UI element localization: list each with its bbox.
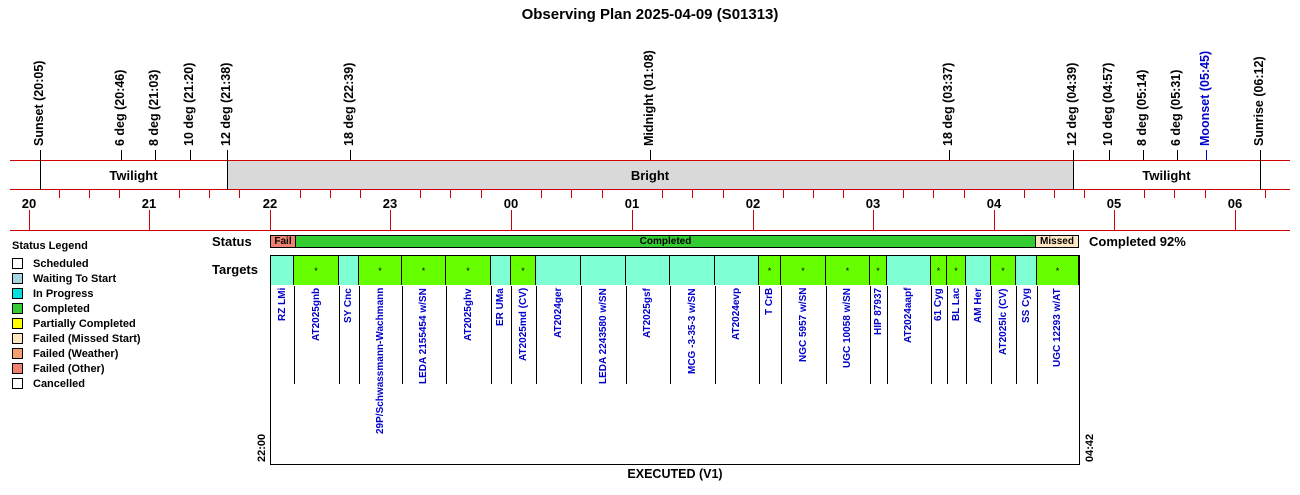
target-divider [581, 286, 582, 384]
targets-panel [270, 255, 1080, 465]
event-18deg-morning: 18 deg (03:37) [941, 62, 955, 146]
hour-label: 21 [141, 196, 157, 211]
completed-mark: * [936, 265, 941, 276]
target-cell[interactable] [626, 256, 670, 285]
target-divider [887, 286, 888, 384]
swatch [12, 363, 23, 374]
event-18deg-evening: 18 deg (22:39) [342, 62, 356, 146]
legend-label: Waiting To Start [33, 272, 117, 285]
target-cell[interactable] [359, 256, 402, 285]
legend-label: Failed (Missed Start) [33, 332, 141, 345]
hour-label: 01 [624, 196, 640, 211]
event-12deg-evening: 12 deg (21:38) [219, 62, 233, 146]
target-name[interactable]: AT2024aapf [903, 287, 914, 343]
legend-item-missed-start [12, 331, 141, 346]
end-time: 04:42 [1084, 433, 1096, 462]
event-6deg-evening: 6 deg (20:46) [113, 69, 127, 146]
target-cell[interactable] [966, 256, 991, 285]
target-divider [870, 286, 871, 384]
target-divider [670, 286, 671, 384]
target-name[interactable]: BL Lac [950, 287, 962, 321]
target-divider [826, 286, 827, 384]
target-name[interactable]: AM Her [972, 287, 984, 323]
completed-mark: * [845, 265, 850, 276]
event-6deg-morning: 6 deg (05:31) [1169, 69, 1183, 146]
swatch [12, 273, 23, 284]
target-divider [931, 286, 932, 384]
status-legend [12, 240, 141, 391]
completed-mark: * [521, 265, 525, 276]
target-divider [402, 286, 403, 384]
target-cell[interactable] [491, 256, 511, 285]
hour-label: 05 [1106, 196, 1122, 211]
legend-label: Failed (Other) [33, 362, 105, 375]
target-cell[interactable] [991, 256, 1016, 285]
target-name[interactable]: AT2025ghv [462, 288, 474, 341]
target-divider [759, 286, 760, 384]
completed-mark: * [876, 265, 880, 276]
target-cell[interactable] [446, 256, 491, 285]
target-cell[interactable] [781, 256, 826, 285]
target-cell[interactable] [339, 256, 359, 285]
target-cell[interactable] [870, 256, 887, 285]
hour-label: 23 [382, 196, 398, 211]
swatch [12, 303, 23, 314]
hour-label: 06 [1227, 196, 1243, 211]
event-8deg-morning: 8 deg (05:14) [1135, 69, 1149, 146]
hour-label: 04 [986, 196, 1002, 211]
legend-label: Partially Completed [33, 317, 136, 330]
legend-item-completed [12, 301, 141, 316]
event-moonset: Moonset (05:45) [1198, 50, 1212, 146]
hour-label: 20 [21, 196, 37, 211]
event-sunrise: Sunrise (06:12) [1252, 56, 1266, 146]
swatch [12, 333, 23, 344]
legend-label: Completed [33, 302, 90, 315]
target-cell[interactable] [670, 256, 715, 285]
event-10deg-morning: 10 deg (04:57) [1101, 62, 1115, 146]
target-name[interactable]: LEDA 2155454 w/SN [418, 288, 429, 384]
legend-item-scheduled [12, 256, 141, 271]
completed-mark: * [314, 265, 318, 276]
target-divider [536, 286, 537, 384]
swatch [12, 258, 23, 269]
target-name[interactable]: T CrB [764, 287, 775, 315]
target-name[interactable]: AT2025md (CV) [517, 287, 529, 361]
target-divider [966, 286, 967, 384]
target-name[interactable]: NGC 5957 w/SN [797, 287, 809, 362]
target-name[interactable]: AT2025gsf [642, 288, 653, 338]
target-divider [947, 286, 948, 384]
completion-text: Completed 92% [1089, 234, 1186, 249]
completed-mark: * [1055, 265, 1060, 276]
target-cell[interactable] [947, 256, 966, 285]
completed-mark: * [767, 265, 772, 276]
target-cell[interactable] [402, 256, 446, 285]
target-name[interactable]: 29P/Schwassmann-Wachmann [374, 287, 386, 434]
segment-bright: Bright [630, 167, 670, 183]
hour-label: 03 [865, 196, 881, 211]
target-name[interactable]: AT2024ger [552, 287, 564, 338]
legend-item-cancelled [12, 376, 141, 391]
target-name[interactable]: AT2024evp [731, 287, 742, 340]
target-cell[interactable] [271, 256, 294, 285]
target-cell[interactable] [759, 256, 781, 285]
segment-twilight-evening: Twilight [109, 167, 158, 183]
target-name[interactable]: LEDA 2243580 w/SN [597, 288, 609, 384]
status-bar-completed[interactable]: Completed [295, 235, 1036, 248]
event-8deg-evening: 8 deg (21:03) [147, 69, 161, 146]
event-sunset: Sunset (20:05) [32, 60, 46, 146]
target-divider [339, 286, 340, 384]
swatch [12, 378, 23, 389]
target-name[interactable]: ER UMa [495, 288, 506, 326]
status-row-label: Status [212, 234, 252, 249]
target-name[interactable]: HIP 87937 [872, 287, 884, 335]
swatch [12, 318, 23, 329]
legend-label: Failed (Weather) [33, 347, 119, 360]
target-cell[interactable] [826, 256, 870, 285]
target-cell[interactable] [931, 256, 947, 285]
target-cell[interactable] [511, 256, 536, 285]
target-name[interactable]: AT2025lc (CV) [997, 288, 1009, 355]
status-bar-missed[interactable]: Missed [1035, 235, 1079, 248]
start-time: 22:00 [256, 433, 268, 462]
target-name[interactable]: MCG -3-35-3 w/SN [686, 288, 698, 374]
event-midnight: Midnight (01:08) [642, 50, 656, 146]
swatch [12, 348, 23, 359]
legend-item-weather [12, 346, 141, 361]
hour-label: 00 [503, 196, 519, 211]
target-divider [626, 286, 627, 384]
legend-item-other [12, 361, 141, 376]
hour-label: 22 [262, 196, 278, 211]
completed-mark: * [378, 265, 382, 276]
target-cell[interactable] [1016, 256, 1037, 285]
target-cell[interactable] [294, 256, 339, 285]
target-cell[interactable] [887, 256, 931, 285]
target-divider [446, 286, 447, 384]
target-cell[interactable] [715, 256, 759, 285]
plan-title: Observing Plan 2025-04-09 (S01313) [521, 6, 779, 23]
swatch [12, 288, 23, 299]
target-name[interactable]: UGC 12293 w/AT [1052, 288, 1063, 367]
event-12deg-morning: 12 deg (04:39) [1065, 62, 1079, 146]
target-divider [511, 286, 512, 384]
legend-item-partial [12, 316, 141, 331]
target-divider [359, 286, 360, 384]
target-divider [294, 286, 295, 384]
target-divider [1016, 286, 1017, 384]
timeline-grid [0, 0, 1300, 240]
target-name[interactable]: RZ LMi [276, 287, 288, 321]
status-bar-fail[interactable]: Fail [270, 235, 296, 248]
legend-label: In Progress [33, 287, 94, 300]
completed-mark: * [1001, 265, 1005, 276]
target-name[interactable]: AT2025gnb [310, 287, 322, 341]
target-cell[interactable] [536, 256, 581, 285]
target-divider [491, 286, 492, 384]
target-divider [781, 286, 782, 384]
target-divider [991, 286, 992, 384]
target-name[interactable]: SY Cnc [343, 288, 354, 323]
targets-row-label: Targets [212, 262, 258, 277]
target-name[interactable]: UGC 10058 w/SN [842, 287, 853, 368]
hour-label: 02 [745, 196, 761, 211]
legend-label: Scheduled [33, 257, 89, 270]
target-cell[interactable] [1037, 256, 1079, 285]
completed-mark: * [421, 265, 426, 276]
legend-item-in-progress [12, 286, 141, 301]
legend-title: Status Legend [12, 240, 88, 252]
target-divider [715, 286, 716, 384]
completed-mark: * [954, 265, 958, 276]
segment-twilight-morning: Twilight [1142, 167, 1191, 183]
completed-mark: * [466, 265, 470, 276]
target-name[interactable]: SS Cyg [1020, 287, 1032, 323]
target-name[interactable]: 61 Cyg [933, 288, 944, 321]
footer-label: EXECUTED (V1) [627, 467, 723, 481]
target-cell[interactable] [581, 256, 626, 285]
legend-label: Cancelled [33, 377, 85, 390]
event-10deg-evening: 10 deg (21:20) [182, 62, 196, 146]
target-divider [1037, 286, 1038, 384]
legend-item-waiting [12, 271, 141, 286]
completed-mark: * [801, 265, 805, 276]
